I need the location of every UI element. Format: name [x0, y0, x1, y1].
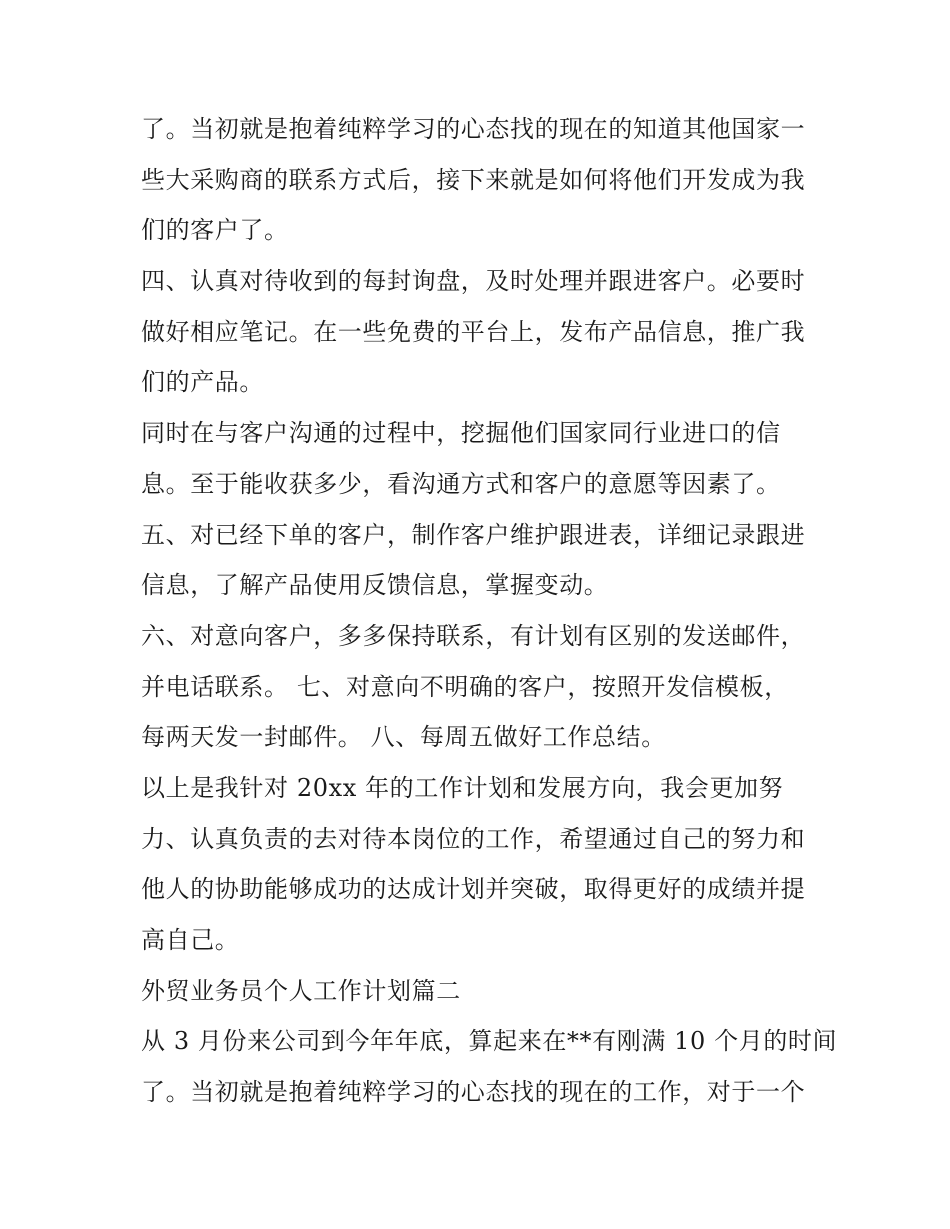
- text-line: 以上是我针对 20xx 年的工作计划和发展方向，我会更加努: [141, 773, 784, 802]
- text-line: 五、对已经下单的客户，制作客户维护跟进表，详细记录跟进: [141, 520, 806, 549]
- text-line: 息。至于能收获多少，看沟通方式和客户的意愿等因素了。: [141, 469, 781, 498]
- text-line: 了。当初就是抱着纯粹学习的心态找的现在的工作，对于一个: [141, 1078, 806, 1107]
- text-line: 们的产品。: [141, 368, 264, 397]
- text-line: 每两天发一封邮件。 八、每周五做好工作总结。: [141, 723, 666, 752]
- text-line: 们的客户了。: [141, 216, 289, 245]
- text-line: 力、认真负责的去对待本岗位的工作，希望通过自己的努力和: [141, 824, 806, 853]
- text-line: 了。当初就是抱着纯粹学习的心态找的现在的知道其他国家一: [141, 115, 806, 143]
- text-line: 些大采购商的联系方式后，接下来就是如何将他们开发成为我: [141, 165, 806, 194]
- text-line: 同时在与客户沟通的过程中，挖掘他们国家同行业进口的信: [141, 419, 781, 448]
- text-line: 高自己。: [141, 926, 240, 954]
- text-line: 做好相应笔记。在一些免费的平台上，发布产品信息，推广我: [141, 317, 806, 346]
- text-line: 从 3 月份来公司到今年年底，算起来在**有刚满 10 个月的时间: [141, 1027, 838, 1056]
- text-line: 并电话联系。 七、对意向不明确的客户，按照开发信模板，: [141, 672, 789, 701]
- document-text-body: [141, 104, 838, 1118]
- text-line: 信息，了解产品使用反馈信息，掌握变动。: [141, 571, 609, 600]
- section-heading: 外贸业务员个人工作计划篇二: [141, 976, 461, 1005]
- text-line: 六、对意向客户，多多保持联系，有计划有区别的发送邮件，: [141, 621, 806, 650]
- text-line: 四、认真对待收到的每封询盘，及时处理并跟进客户。必要时: [141, 267, 806, 296]
- text-line: 他人的协助能够成功的达成计划并突破，取得更好的成绩并提: [141, 875, 806, 904]
